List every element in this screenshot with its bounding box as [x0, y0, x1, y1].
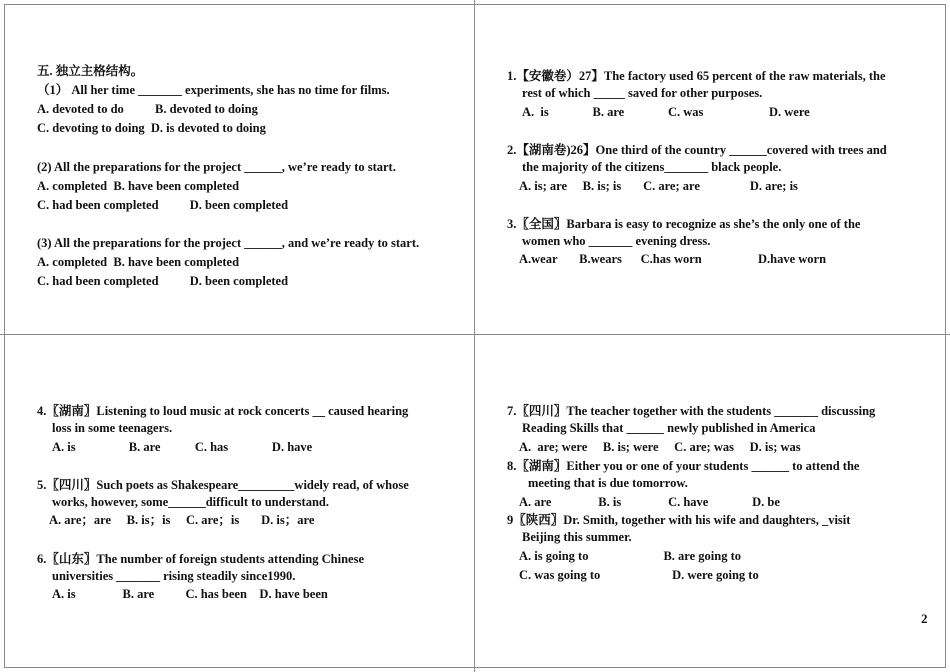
question-5-line2: works, however, some______difficult to understand. — [52, 495, 329, 509]
question-1-line1: 1.【安徽卷）27】The factory used 65 percent of the raw materials, the — [507, 69, 886, 83]
question-7-line2: Reading Skills that ______ newly published in America — [522, 421, 816, 435]
question-4-line2: loss in some teenagers. — [52, 421, 173, 435]
question-3-options-ab: A. completed B. have been completed — [37, 255, 240, 269]
panel-top-left — [0, 0, 474, 334]
question-8-line1: 8.〖湖南〗Either you or one of your students ______ to attend the — [507, 459, 860, 473]
question-4-line1: 4.〖湖南〗Listening to loud music at rock concerts __ caused hearing — [37, 404, 409, 418]
question-9-line1: 9〖陕西〗Dr. Smith, together with his wife and daughters, _visit — [507, 513, 851, 527]
question-2-line1: 2.【湖南卷)26】One third of the country ______covered with trees and — [507, 143, 887, 157]
question-2-options-cd: C. had been completed D. been completed — [37, 198, 289, 212]
question-9-options-cd: C. was going to D. were going to — [519, 568, 759, 582]
question-9-line2: Beijing this summer. — [522, 530, 632, 544]
question-8-options: A. are B. is C. have D. be — [519, 495, 780, 509]
question-8-line2: meeting that is due tomorrow. — [528, 476, 688, 490]
panel-bottom-left — [0, 335, 474, 672]
question-5-options: A. are；are B. is；is C. are；is D. is；are — [49, 513, 315, 527]
question-6-line1: 6.〖山东〗The number of foreign students attending Chinese — [37, 552, 364, 566]
question-3-options: A.wear B.wears C.has worn D.have worn — [519, 252, 827, 266]
question-2-stem: (2) All the preparations for the project ______, we’re ready to start. — [37, 160, 396, 174]
question-3-stem: (3) All the preparations for the project ______, and we’re ready to start. — [37, 236, 420, 250]
question-2-options: A. is; are B. is; is C. are; are D. are; is — [519, 179, 798, 193]
question-1-options-cd: C. devoting to doing D. is devoted to doing — [37, 121, 266, 135]
question-7-line1: 7.〖四川〗The teacher together with the students _______ discussing — [507, 404, 876, 418]
panel-bottom-right — [475, 335, 950, 672]
question-3-line2: women who _______ evening dress. — [522, 234, 711, 248]
question-1-options-ab: A. devoted to do B. devoted to doing — [37, 102, 258, 116]
question-2-options-ab: A. completed B. have been completed — [37, 179, 240, 193]
question-1-line2: rest of which _____ saved for other purposes. — [522, 86, 763, 100]
question-1-stem: （1） All her time _______ experiments, she has no time for films. — [37, 83, 390, 97]
question-2-line2: the majority of the citizens_______ black people. — [522, 160, 782, 174]
question-3-line1: 3.〖全国〗Barbara is easy to recognize as she’s the only one of the — [507, 217, 861, 231]
question-4-options: A. is B. are C. has D. have — [52, 440, 313, 454]
question-1-options: A. is B. are C. was D. were — [522, 105, 810, 119]
question-9-options-ab: A. is going to B. are going to — [519, 549, 741, 563]
question-6-line2: universities _______ rising steadily since1990. — [52, 569, 296, 583]
question-5-line1: 5.〖四川〗Such poets as Shakespeare_________widely read, of whose — [37, 478, 409, 492]
question-6-options: A. is B. are C. has been D. have been — [52, 587, 328, 601]
panel-top-right — [475, 0, 950, 334]
page-number: 2 — [921, 611, 928, 626]
question-3-options-cd: C. had been completed D. been completed — [37, 274, 289, 288]
section-heading: 五. 独立主格结构。 — [37, 64, 144, 78]
question-7-options: A. are; were B. is; were C. are; was D. is; was — [519, 440, 801, 454]
